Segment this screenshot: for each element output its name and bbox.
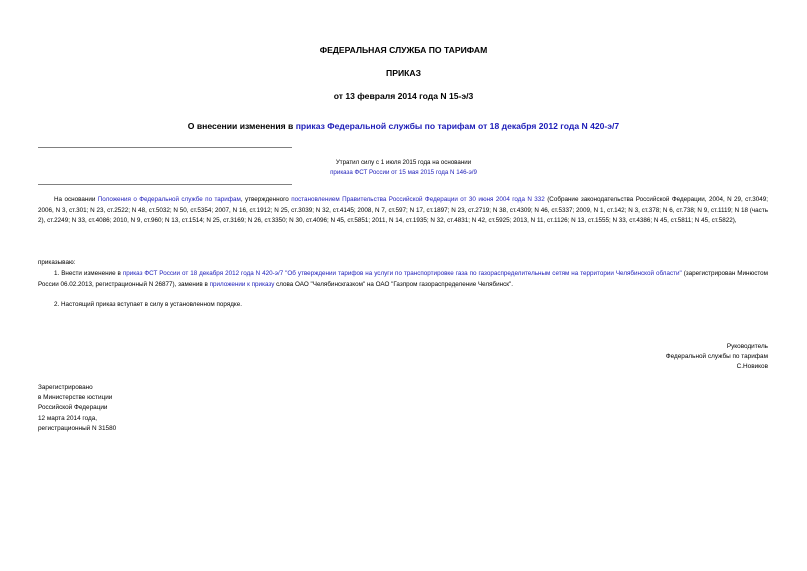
document-type-heading: ПРИКАЗ bbox=[386, 68, 421, 78]
registration-line-5: регистрационный N 31580 bbox=[38, 424, 117, 432]
subject-prefix: О внесении изменения в bbox=[187, 121, 296, 131]
item1-link-order[interactable]: приказ ФСТ России от 18 декабря 2012 года N 420-э/7 "Об утверждении тарифов на услуги по транспортировке газа по газораспределительным сетям на территории Челябинской области" bbox=[122, 270, 682, 277]
preamble-link-regulation[interactable]: Положения о Федеральной службе по тарифам bbox=[97, 196, 241, 203]
order-word: приказываю: bbox=[38, 259, 76, 266]
agency-heading: ФЕДЕРАЛЬНАЯ СЛУЖБА ПО ТАРИФАМ bbox=[319, 45, 488, 55]
note-top-rule bbox=[38, 147, 292, 148]
preamble-text-1: На основании bbox=[54, 196, 98, 203]
registration-line-4: 12 марта 2014 года, bbox=[38, 414, 98, 422]
registration-line-1: Зарегистрировано bbox=[38, 384, 93, 391]
signature-name: С.Новиков bbox=[736, 363, 768, 371]
registration-line-2: в Министерстве юстиции bbox=[38, 394, 113, 402]
status-note-link[interactable]: приказа ФСТ России от 15 мая 2015 года N 146-э/9 bbox=[330, 168, 477, 176]
order-item-1 bbox=[38, 269, 768, 290]
item1-link-annex[interactable]: приложении к приказу bbox=[209, 280, 275, 288]
item1-text-2: (зарегистрирован Минюстом России 06.02.2013, регистрационный N 26877), заменив в bbox=[38, 270, 769, 288]
registration-line-3: Российской Федерации bbox=[38, 404, 108, 412]
preamble-text-2: , утвержденного bbox=[240, 196, 292, 203]
document-subject bbox=[0, 121, 807, 131]
registration-block bbox=[38, 383, 116, 434]
note-bottom-rule bbox=[38, 184, 292, 185]
signature-title: Руководитель bbox=[726, 343, 768, 350]
status-note-text: Утратил силу с 1 июля 2015 года на основании bbox=[335, 159, 472, 166]
signature-agency: Федеральной службы по тарифам bbox=[665, 353, 768, 361]
preamble-link-decree[interactable]: постановлением Правительства Российской Федерации от 30 июня 2004 года N 332 bbox=[291, 196, 545, 203]
item1-text-3: слова ОАО "Челябинскгазком" на ОАО "Газпром газораспределение Челябинск". bbox=[274, 280, 514, 288]
item1-text-1: 1. Внести изменение в bbox=[54, 270, 123, 277]
status-note bbox=[0, 158, 807, 177]
preamble-text-3: (Собрание законодательства Российской Федерации, 2004, N 29, ст.3049; 2006, N 3, ст.301; N 23, ст.2522; N 48, ст.5032; N 50, ст.5354; 2007, N 16, ст.1912; N 25, ст.3039; N 32, ст.4145; 2008, N 7, ст.597; N 17, ст.1897; N 23, ст.2719; N 38, ст.4309; N 46, ст.5337; 2009, N 1, ст.142; N 3, ст.378; N 6, ст.738; N 9, ст.1119; N 18 (часть 2), ст.2249; N 33, ст.4086; 2010, N 9, ст.960; N 13, ст.1514; N 25, ст.3169; N 26, ст.3350; N 30, ст.4096; N 45, ст.5851; 2011, N 14, ст.1935; N 32, ст.4831; N 42, ст.5925; 2013, N 11, ст.1126; N 13, ст.1555; N 33, ст.4386; N 45, ст.5811; N 45, ст.5822), bbox=[38, 196, 769, 225]
preamble-paragraph bbox=[38, 195, 768, 227]
signature-block bbox=[520, 342, 768, 373]
subject-link[interactable]: приказ Федеральной службы по тарифам от 18 декабря 2012 года N 420-э/7 bbox=[295, 121, 620, 131]
order-item-2: 2. Настоящий приказ вступает в силу в установленном порядке. bbox=[54, 301, 243, 308]
document-date-number: от 13 февраля 2014 года N 15-э/3 bbox=[333, 91, 474, 101]
